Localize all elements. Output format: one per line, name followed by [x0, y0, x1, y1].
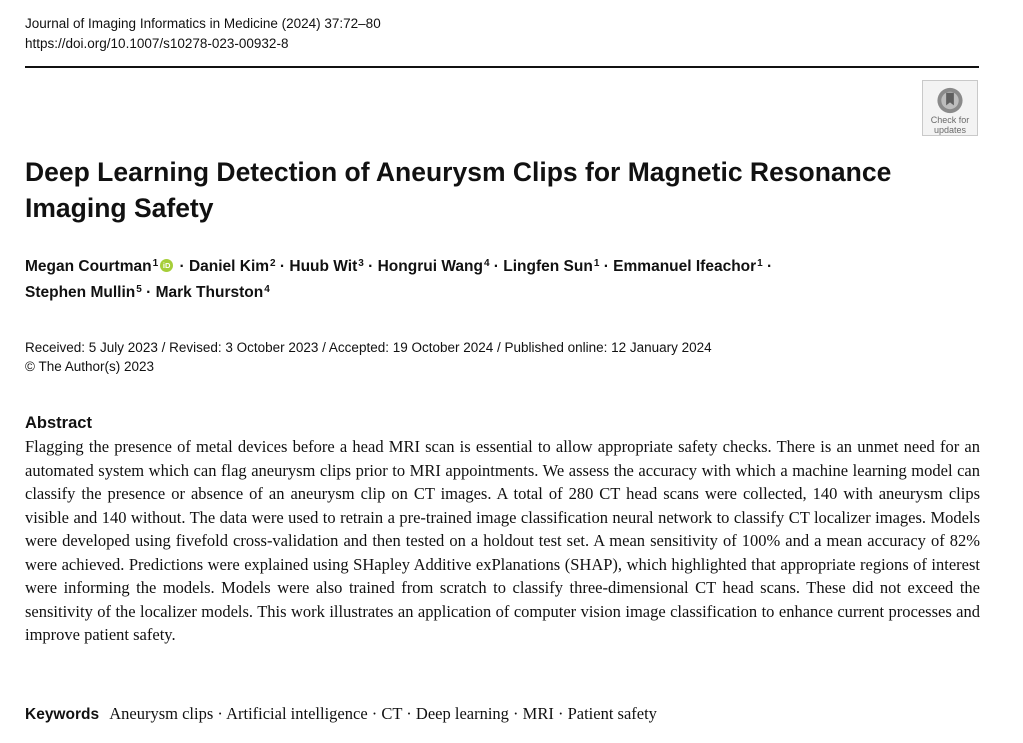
author[interactable] [189, 258, 276, 275]
article-title [25, 154, 925, 226]
keywords-section [25, 702, 657, 727]
publication-dates [25, 338, 712, 376]
author-name: Huub Wit [289, 258, 358, 275]
author-name: Lingfen Sun [503, 258, 593, 275]
author-separator: · [363, 258, 378, 275]
copyright-line: © The Author(s) 2023 [25, 359, 155, 374]
keywords-list: Aneurysm clips · Artificial intelligence · CT · Deep learning · MRI · Patient safety [109, 704, 657, 723]
author-separator: · [141, 284, 156, 301]
affiliation-mark: 4 [483, 258, 490, 269]
author-name: Megan Courtman [25, 258, 152, 275]
orcid-icon[interactable]: iD [160, 259, 173, 272]
badge-line-2: updates [933, 125, 967, 135]
author-separator: · [762, 258, 773, 275]
journal-citation: Journal of Imaging Informatics in Medicine (2024) 37:72–80 [25, 16, 381, 31]
author[interactable] [503, 258, 599, 275]
badge-line-1: Check for [930, 115, 970, 125]
affiliation-mark: 4 [264, 284, 270, 295]
author-name: Daniel Kim [188, 258, 270, 275]
title-line-1: Deep Learning Detection of Aneurysm Clips for Magnetic Resonance [25, 157, 892, 187]
author-name: Hongrui Wang [377, 258, 483, 275]
author-separator: · [489, 258, 504, 275]
author-separator: · [275, 258, 290, 275]
author-separator: · [175, 258, 189, 275]
author[interactable] [156, 284, 270, 301]
keywords-label: Keywords [25, 706, 100, 723]
abstract-body: Flagging the presence of metal devices before a head MRI scan is essential to allow appropriate safety checks. There is an unmet need for an automated system which can flag aneurysm clips prior to MRI appointments. We assess the accuracy with which a machine learning model can classify the presence or absence of an aneurysm clip on CT images. A total of 280 CT head scans were collected, 140 with aneurysm clips visible and 140 without. The data were used to retrain a pre-trained image classification neural network to classify CT localizer images. Models were developed using fivefold cross-validation and then tested on a holdout test set. A mean sensitivity of 100% and a mean accuracy of 82% were achieved. Predictions were explained using SHapley Additive exPlanations (SHAP), which highlighted that appropriate regions of interest were informing the models. Models were also trained from scratch to classify three-dimensional CT head scans. These did not exceed the sensitivity of the localizer models. This work illustrates an application of computer vision image classification to enhance current processes and improve patient safety. [25, 437, 980, 644]
abstract-heading: Abstract [25, 414, 92, 432]
author-name: Stephen Mullin [25, 284, 136, 301]
journal-header [25, 14, 381, 54]
affiliation-mark: 1 [757, 258, 763, 269]
affiliation-mark: 5 [136, 284, 142, 295]
header-rule [25, 66, 979, 68]
affiliation-mark: 2 [270, 258, 276, 269]
affiliation-mark: 1 [593, 258, 600, 269]
author[interactable] [378, 258, 490, 275]
affiliation-mark: 3 [358, 258, 364, 269]
check-for-updates-badge[interactable] [922, 80, 978, 136]
author-name: Mark Thurston [155, 284, 264, 301]
doi-link[interactable]: https://doi.org/10.1007/s10278-023-00932-8 [25, 36, 289, 51]
author[interactable] [289, 258, 363, 275]
date-history: Received: 5 July 2023 / Revised: 3 October 2023 / Accepted: 19 October 2024 / Published online: 12 January 2024 [25, 340, 712, 355]
author[interactable] [25, 284, 142, 301]
author-name: Emmanuel Ifeachor [613, 258, 757, 275]
title-line-2: Imaging Safety [25, 193, 214, 223]
author[interactable] [613, 258, 763, 275]
crossmark-icon [935, 86, 965, 115]
author-list [25, 254, 925, 306]
author-separator: · [599, 258, 614, 275]
affiliation-mark: 1 [152, 258, 159, 269]
author[interactable] [25, 258, 158, 275]
